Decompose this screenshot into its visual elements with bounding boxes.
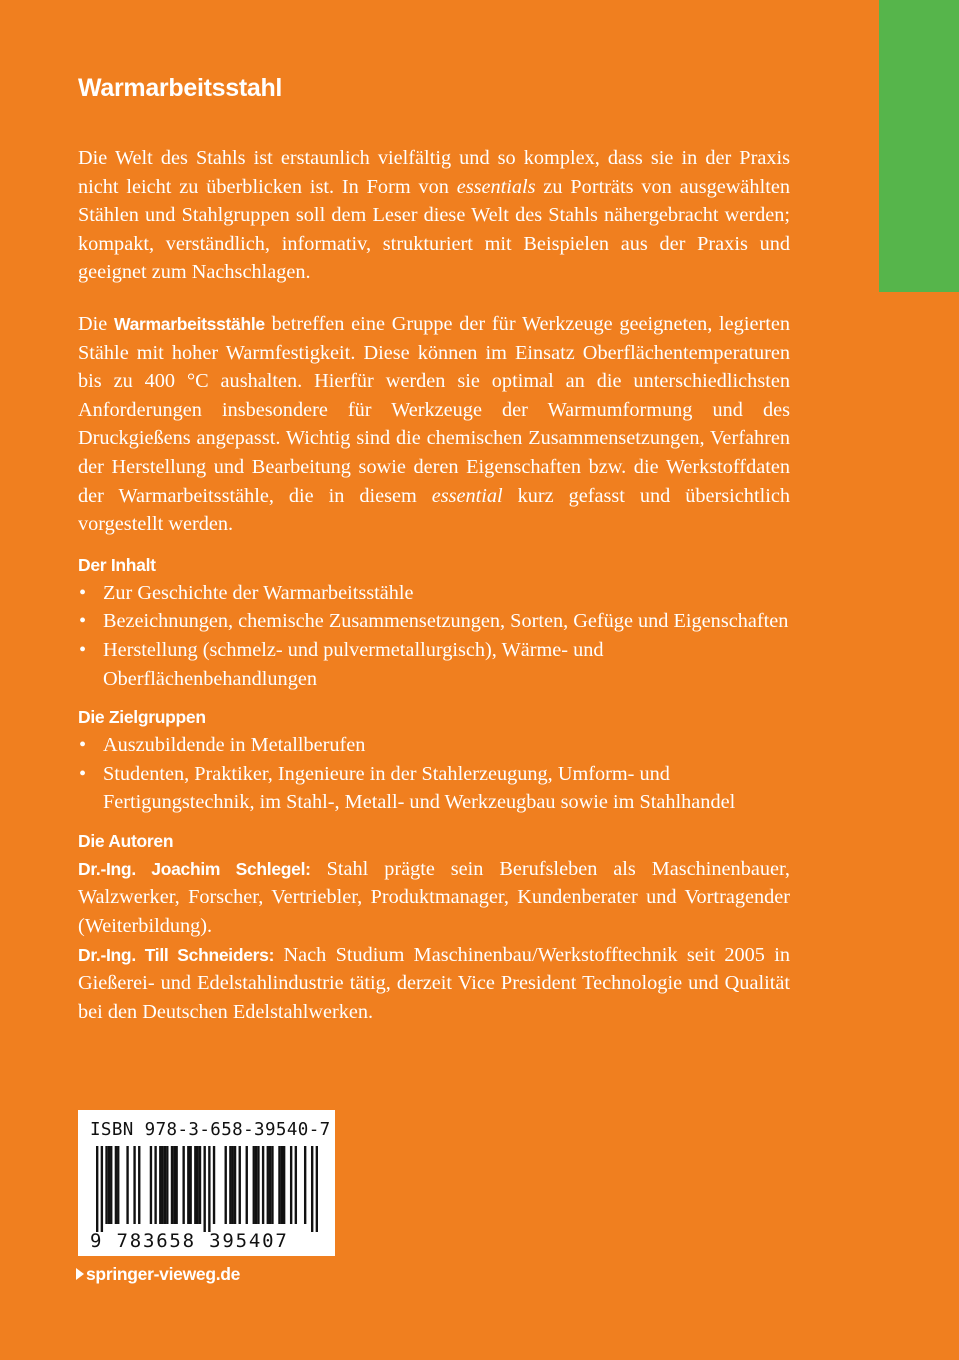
barcode-bar (269, 1146, 271, 1224)
barcode-bar (117, 1146, 119, 1224)
barcode-bar (105, 1146, 107, 1224)
barcode-bar (110, 1146, 112, 1224)
barcode-bar (283, 1146, 285, 1224)
barcode-bar (133, 1146, 135, 1224)
barcode-bar (138, 1146, 140, 1224)
author-bio: Dr.-Ing. Joachim Schlegel: Stahl prägte sein Berufsleben als Maschinenbauer, Walzwerker, Forscher, Vertriebler, Produktmanager, Kundenberater und Vortragender (Weiterbildung). (78, 857, 790, 938)
author-bio: Dr.-Ing. Till Schneiders: Nach Studium Maschinenbau/Werkstofftechnik seit 2005 in Gießerei- und Edelstahlindustrie tätig, derzeit Vice President Technologie und Qualität bei den Deutschen Edelstahlwerken. (78, 943, 790, 1023)
back-cover-text (78, 72, 790, 1026)
barcode-bar (194, 1146, 196, 1224)
isbn-label: ISBN 978-3-658-39540-7 (90, 1120, 331, 1140)
isbn-barcode-box (78, 1110, 335, 1256)
list-item: • Auszubildende in Metallberufen (78, 731, 790, 760)
barcode-bar (150, 1146, 152, 1224)
list-item: • Studenten, Praktiker, Ingenieure in der Stahlerzeugung, Umform- und Fertigungstechnik, im Stahl-, Metall- und Werkzeugbau sowie im Stahlhandel (78, 760, 790, 817)
arrow-right-icon (76, 1268, 84, 1280)
list-item: • Zur Geschichte der Warmarbeitsstähle (78, 579, 790, 608)
barcode-bar (213, 1146, 215, 1224)
barcode-bar (199, 1146, 201, 1224)
list-item: • Herstellung (schmelz- und pulvermetallurgisch), Wärme- und Oberflächenbehandlungen (78, 636, 790, 693)
authors-heading: Die Autoren (78, 830, 174, 851)
barcode-bar (171, 1146, 173, 1224)
barcode-bar (262, 1146, 264, 1224)
contents-list (78, 579, 790, 693)
barcode-bar (187, 1146, 189, 1224)
barcode-bar (304, 1146, 306, 1224)
barcode-bar (295, 1146, 297, 1224)
audience-list (78, 731, 790, 817)
barcode-bar (290, 1146, 292, 1224)
barcode-bar (196, 1146, 198, 1224)
ean-digits: 9 783658 395407 (90, 1230, 289, 1252)
barcode-graphic (96, 1146, 318, 1232)
book-title: Warmarbeitsstahl (78, 74, 283, 102)
barcode-bar (208, 1146, 210, 1232)
barcode-bar (253, 1146, 255, 1224)
green-accent-tab (879, 0, 959, 292)
barcode-bar (246, 1146, 248, 1224)
barcode-bar (234, 1146, 236, 1224)
barcode-bar (96, 1146, 98, 1232)
barcode-bar (229, 1146, 231, 1224)
barcode-bar (203, 1146, 205, 1232)
barcode-bar (126, 1146, 128, 1224)
barcode-bar (225, 1146, 227, 1224)
list-item: • Bezeichnungen, chemische Zusammensetzungen, Sorten, Gefüge und Eigenschaften (78, 607, 790, 636)
barcode-bar (166, 1146, 168, 1224)
barcode-bar (267, 1146, 269, 1224)
publisher-link[interactable]: springer-vieweg.de (76, 1264, 240, 1285)
barcode-bar (311, 1146, 313, 1232)
audience-heading: Die Zielgruppen (78, 707, 206, 728)
barcode-bar (239, 1146, 241, 1224)
barcode-bar (189, 1146, 191, 1224)
barcode-bar (164, 1146, 166, 1224)
barcode-bar (278, 1146, 280, 1224)
contents-heading: Der Inhalt (78, 554, 156, 575)
intro-paragraph: Die Welt des Stahls ist erstaunlich vielfältig und so komplex, dass sie in der Praxis nicht leicht zu überblicken ist. In Form von essentials zu Porträts von ausgewählten Stählen und Stahlgruppen soll dem Leser diese Welt des Stahls nähergebracht werden; kompakt, verständlich, informativ, strukturiert mit Beispielen aus der Praxis und geeignet zum Nachschlagen. (78, 147, 790, 284)
barcode-bar (316, 1146, 318, 1232)
authors-section (78, 827, 790, 1027)
description-paragraph: Die Warmarbeitsstähle betreffen eine Gruppe der für Werkzeuge geeigneten, legierten Stähle mit hoher Warmfestigkeit. Diese können im Einsatz Oberflächentemperaturen bis zu 400 °C aushalten. Hierfür werden sie optimal an die unterschiedlichsten Anforderungen insbesondere für Werkzeuge der Warmumformung und des Druckgießens angepasst. Wichtig sind die chemischen Zusammensetzungen, Verfahren der Herstellung und Bearbeitung sowie deren Eigenschaften bzw. die Werkstoffdaten der Warmarbeitsstähle, die in diesem essential kurz gefasst und übersichtlich vorgestellt werden. (78, 312, 790, 536)
barcode-bar (271, 1146, 273, 1224)
barcode-bar (257, 1146, 259, 1224)
barcode-bar (154, 1146, 156, 1224)
barcode-bar (161, 1146, 163, 1224)
barcode-bar (175, 1146, 177, 1224)
barcode-bar (281, 1146, 283, 1224)
barcode-bar (182, 1146, 184, 1224)
barcode-bar (101, 1146, 103, 1232)
barcode-bar (255, 1146, 257, 1224)
barcode-bar (173, 1146, 175, 1224)
barcode-bar (115, 1146, 117, 1224)
barcode-bar (159, 1146, 161, 1224)
barcode-bar (232, 1146, 234, 1224)
barcode-bar (108, 1146, 110, 1224)
